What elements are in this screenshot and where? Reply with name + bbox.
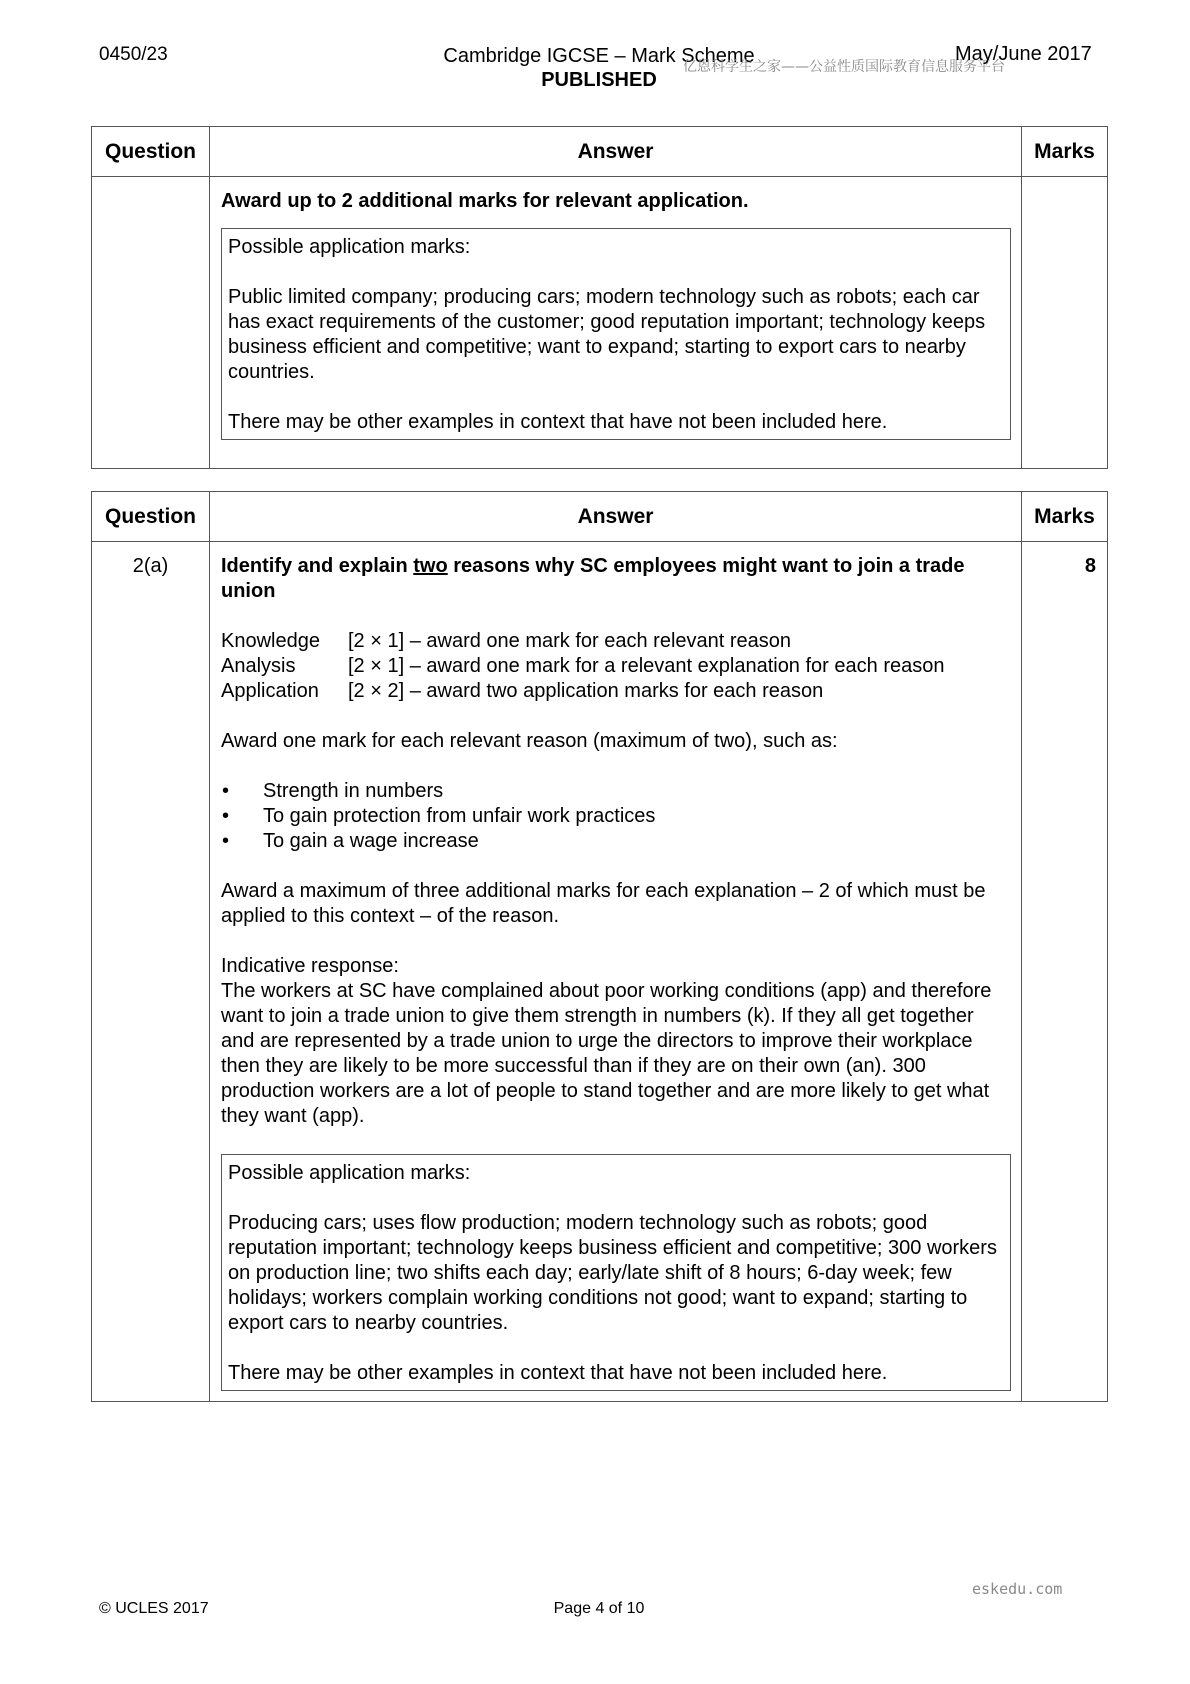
paper-code: 0450/23 <box>99 44 168 65</box>
question-header: Question <box>92 127 210 177</box>
criteria-row <box>221 679 1011 704</box>
question-title <box>221 554 1011 604</box>
criteria-text: [2 × 2] – award two application marks for each reason <box>348 680 824 702</box>
marks-value: 8 <box>1022 542 1108 1402</box>
title-pre: Identify and explain <box>221 555 414 577</box>
indicative-text: The workers at SC have complained about poor working conditions (app) and therefore want to join a trade union to give them strength in numbers (k). If they all get together and are represented by a trade union to urge the directors to improve their workplace then they are likely to be more successful than if they are on their own (an). 300 production workers are a lot of people to stand together and are more likely to get what they want (app). <box>221 980 992 1127</box>
page-number: Page 4 of 10 <box>553 1600 645 1617</box>
criteria-label: Analysis <box>221 655 296 677</box>
table-header-row <box>92 492 1108 542</box>
award-instruction: Award up to 2 additional marks for relevant application. <box>221 190 749 212</box>
copyright: © UCLES 2017 <box>99 1600 209 1617</box>
table-row <box>92 177 1108 469</box>
criteria-label: Knowledge <box>221 630 320 652</box>
reasons-list <box>221 779 1011 854</box>
box-body: Public limited company; producing cars; modern technology such as robots; each car has exact requirements of the customer; good reputation important; technology keeps business efficient and competitive; want to expand; starting to export cars to nearby countries. <box>228 286 986 383</box>
mark-table-continued <box>91 126 1108 469</box>
box-footer: There may be other examples in context that have not been included here. <box>228 411 888 433</box>
question-header: Question <box>92 492 210 542</box>
table-header-row <box>92 127 1108 177</box>
criteria-text: [2 × 1] – award one mark for a relevant explanation for each reason <box>348 655 945 677</box>
box-footer: There may be other examples in context that have not been included here. <box>228 1362 888 1384</box>
criteria-text: [2 × 1] – award one mark for each relevant reason <box>348 630 792 652</box>
list-item: • To gain a wage increase <box>221 829 1011 854</box>
table-row <box>92 542 1108 1402</box>
indicative-label: Indicative response: <box>221 955 399 977</box>
box-title: Possible application marks: <box>228 1162 471 1184</box>
published-label: PUBLISHED <box>541 69 657 91</box>
criteria-list <box>221 629 1011 704</box>
application-marks-box <box>221 228 1011 440</box>
explanation-note: Award a maximum of three additional marks for each explanation – 2 of which must be applied to this context – of the reason. <box>221 880 986 927</box>
title-underlined: two <box>413 555 448 577</box>
answer-header: Answer <box>210 127 1022 177</box>
answer-cell <box>210 177 1022 469</box>
title-post: reasons why SC employees might want to join a trade union <box>221 555 965 602</box>
criteria-label: Application <box>221 680 319 702</box>
box-title: Possible application marks: <box>228 236 471 258</box>
box-body: Producing cars; uses flow production; modern technology such as robots; good reputation important; technology keeps business efficient and competitive; 300 workers on production line; two shifts each day; early/late shift of 8 hours; 6-day week; few holidays; workers complain working conditions not good; want to expand; starting to export cars to nearby countries. <box>228 1212 997 1334</box>
criteria-row <box>221 629 1011 654</box>
criteria-row <box>221 654 1011 679</box>
list-item: • Strength in numbers <box>221 779 1011 804</box>
reasons-intro: Award one mark for each relevant reason (maximum of two), such as: <box>221 730 838 752</box>
marks-header: Marks <box>1022 127 1108 177</box>
mark-scheme-title: Cambridge IGCSE – Mark Scheme <box>443 45 755 67</box>
mark-table-2a <box>91 491 1108 1402</box>
question-cell <box>92 177 210 469</box>
header-watermark: 亿恩科学生之家——公益性质国际教育信息服务平台 <box>683 59 1005 75</box>
footer-watermark: eskedu.com <box>972 1580 1063 1598</box>
answer-header: Answer <box>210 492 1022 542</box>
list-item: • To gain protection from unfair work practices <box>221 804 1011 829</box>
answer-cell <box>210 542 1022 1402</box>
marks-header: Marks <box>1022 492 1108 542</box>
application-marks-box <box>221 1154 1011 1391</box>
exam-session: May/June 2017 <box>955 43 1092 65</box>
question-number: 2(a) <box>92 542 210 1402</box>
marks-cell <box>1022 177 1108 469</box>
